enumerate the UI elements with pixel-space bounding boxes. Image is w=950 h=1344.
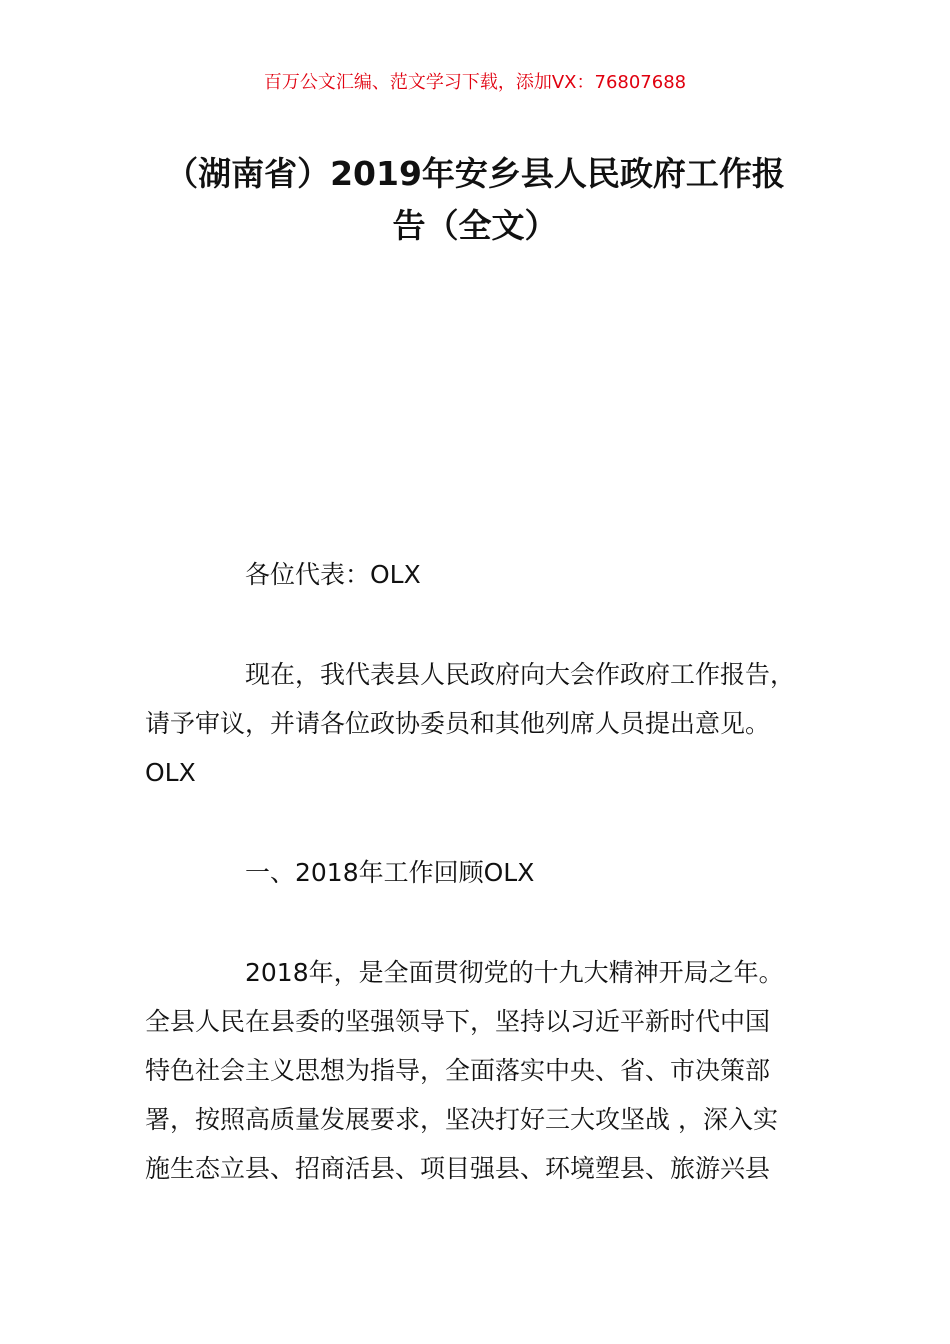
- paragraph-line: 施生态立县、招商活县、项目强县、环境塑县、旅游兴县: [145, 1154, 771, 1183]
- paragraph-line: 现在，我代表县人民政府向大会作政府工作报告，: [245, 660, 796, 689]
- title-line-1: （湖南省）2019年安乡县人民政府工作报: [165, 154, 785, 193]
- paragraph-line: OLX: [145, 758, 196, 787]
- paragraph-line: 2018年，是全面贯彻党的十九大精神开局之年。: [245, 958, 784, 987]
- paragraph-line: 署，按照高质量发展要求，坚决打好三大攻坚战 ，深入实: [145, 1105, 778, 1134]
- header-note: 百万公文汇编、范文学习下载，添加VX：76807688: [263, 72, 687, 93]
- section-heading-1: [145, 848, 835, 897]
- salutation-text: 各位代表：OLX: [245, 560, 421, 589]
- paragraph-intro: [145, 650, 835, 797]
- title-line-2: 告（全文）: [392, 206, 558, 245]
- paragraph-line: 请予审议，并请各位政协委员和其他列席人员提出意见。: [145, 709, 771, 738]
- paragraph-line: 特色社会主义思想为指导，全面落实中央、省、市决策部: [145, 1056, 771, 1085]
- paragraph-review: [145, 948, 835, 1193]
- section-heading-text: 一、2018年工作回顾OLX: [245, 858, 535, 887]
- document-title: [120, 148, 830, 252]
- salutation: [145, 550, 835, 599]
- paragraph-line: 全县人民在县委的坚强领导下，坚持以习近平新时代中国: [145, 1007, 771, 1036]
